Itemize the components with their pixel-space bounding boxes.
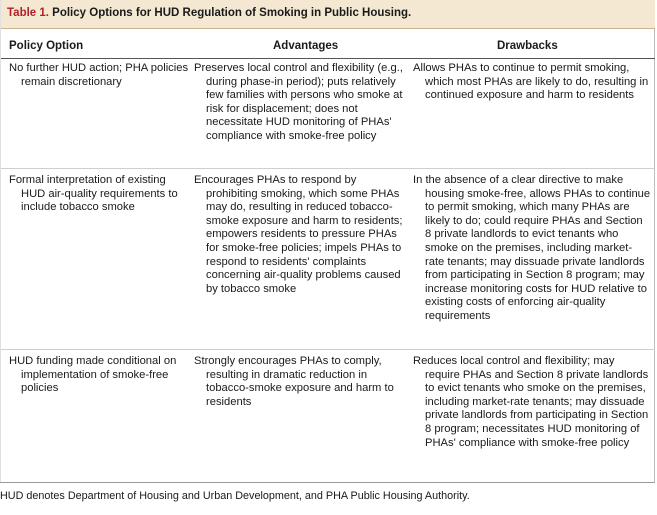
row-3-advantages: Strongly encourages PHAs to comply, resulting in dramatic reduction in tobacco-smoke exposure and harm to residents bbox=[194, 355, 394, 408]
row-3-policy-option: HUD funding made conditional on implementation of smoke-free policies bbox=[9, 355, 177, 395]
row-2-policy-option: Formal interpretation of existing HUD air-quality requirements to include tobacco smoke bbox=[9, 174, 178, 214]
row-divider bbox=[1, 349, 655, 350]
table-title bbox=[7, 7, 411, 19]
header-policy-option: Policy Option bbox=[9, 40, 84, 52]
row-3-drawbacks: Reduces local control and flexibility; may require PHAs and Section 8 private landlords to evict tenants who smoke on the premises, including market-rate tenants; may dissuade private landlords from participating in Section 8 program; necessitates HUD monitoring of PHAs' compliance with smoke-free policy bbox=[413, 355, 649, 449]
header-drawbacks: Drawbacks bbox=[497, 40, 558, 52]
table-title-text: Policy Options for HUD Regulation of Smoking in Public Housing. bbox=[52, 7, 412, 19]
table-footnote: HUD denotes Department of Housing and Urban Development, and PHA Public Housing Authority. bbox=[0, 490, 470, 502]
row-divider bbox=[1, 168, 655, 169]
row-1-policy-option: No further HUD action; PHA policies remain discretionary bbox=[9, 62, 189, 88]
table-label: Table 1. bbox=[7, 7, 49, 19]
row-2-advantages: Encourages PHAs to respond by prohibiting smoking, which some PHAs may do, resulting in reduced tobacco-smoke exposure and harm to residents; empowers residents to pressure PHAs for smoke-free policies; impels PHAs to respond to residents' complaints concerning air-quality problems caused by tobacco smoke bbox=[194, 174, 403, 295]
row-2-drawbacks: In the absence of a clear directive to make housing smoke-free, allows PHAs to continue to permit smoking, which many PHAs are likely to do; could require PHAs and Section 8 private landlords to evict tenants who smoke on the premises, including market-rate tenants; may dissuade private landlords from participating in Section 8 program; may increase monitoring costs for HUD relative to existing costs of enforcing air-quality requirements bbox=[413, 174, 651, 322]
row-1-advantages: Preserves local control and flexibility (e.g., during phase-in period); puts relatively few families with persons who smoke at risk for displacement; does not necessitate HUD monitoring of PHAs' compliance with smoke-free policy bbox=[194, 62, 403, 142]
header-advantages: Advantages bbox=[273, 40, 339, 52]
row-1-drawbacks: Allows PHAs to continue to permit smoking, which most PHAs are likely to do, resulting in continued exposure and harm to residents bbox=[413, 62, 649, 102]
footnote-divider bbox=[0, 482, 655, 483]
header-divider bbox=[1, 58, 655, 59]
table-title-bar bbox=[1, 0, 655, 29]
